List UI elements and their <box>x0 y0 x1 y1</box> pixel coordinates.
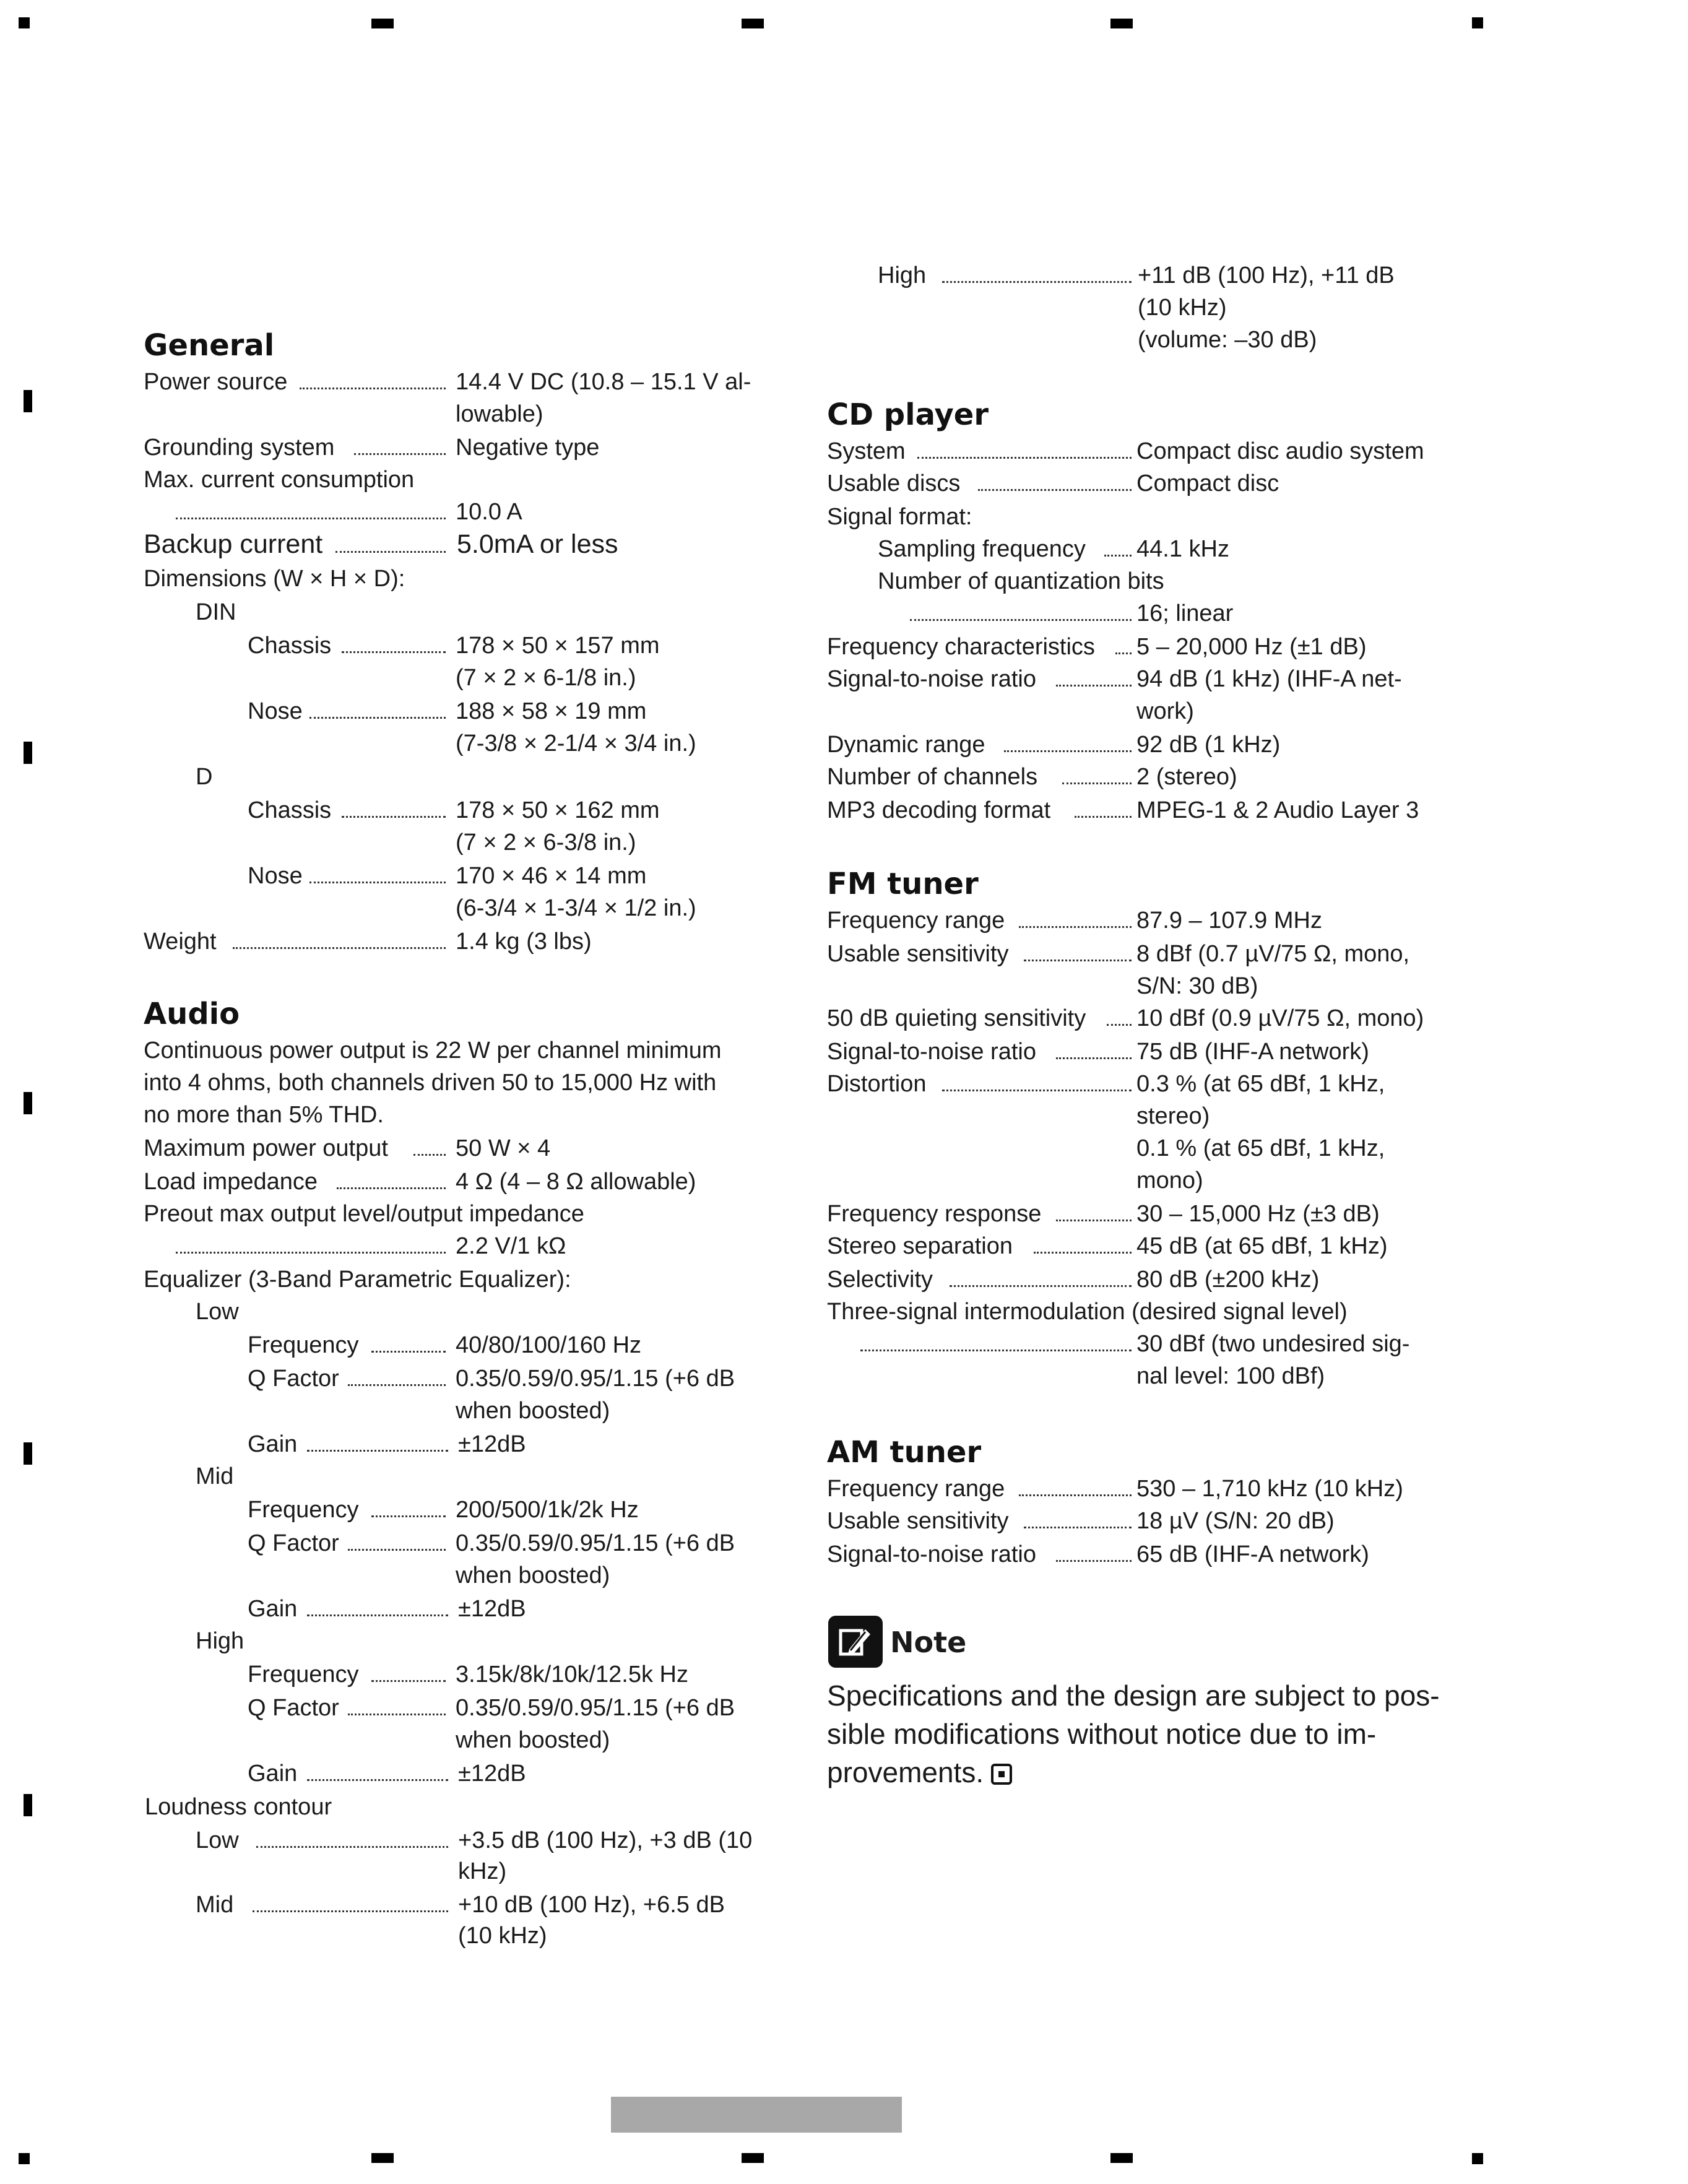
spec-label: Gain <box>248 1596 298 1622</box>
spec-value: 530 – 1,710 kHz (10 kHz) <box>1136 1476 1403 1502</box>
section-heading: FM tuner <box>827 867 979 901</box>
spec-label: Preout max output level/output impedance <box>144 1201 584 1227</box>
spec-value: 80 dB (±200 kHz) <box>1136 1267 1320 1293</box>
leader-dots <box>917 457 1132 459</box>
spec-value: 2.2 V/1 kΩ <box>456 1233 566 1259</box>
leader-dots <box>371 1515 446 1517</box>
spec-value: Negative type <box>456 435 600 461</box>
spec-label: Power source <box>144 369 288 395</box>
spec-label: Signal-to-noise ratio <box>827 1039 1036 1065</box>
spec-value: S/N: 30 dB) <box>1136 973 1258 999</box>
spec-value: 4 Ω (4 – 8 Ω allowable) <box>456 1169 696 1195</box>
note-line: Specifications and the design are subject to pos- <box>827 1679 1440 1712</box>
note-line-text: provements. <box>827 1756 984 1788</box>
leader-dots <box>1107 1024 1132 1026</box>
leader-dots <box>233 947 446 949</box>
registration-mark <box>1110 19 1133 28</box>
spec-value: 170 × 46 × 14 mm <box>456 863 647 889</box>
spec-label: Usable sensitivity <box>827 1508 1009 1534</box>
spec-value: ±12dB <box>458 1761 526 1787</box>
spec-label: Signal-to-noise ratio <box>827 666 1036 692</box>
section-heading: Audio <box>144 997 240 1031</box>
spec-value: Compact disc <box>1136 470 1279 496</box>
section-heading: AM tuner <box>827 1435 982 1470</box>
registration-mark <box>19 17 30 28</box>
leader-dots <box>1019 926 1132 928</box>
spec-label: Frequency response <box>827 1201 1042 1227</box>
leader-dots <box>307 1779 448 1781</box>
spec-value: nal level: 100 dBf) <box>1136 1363 1325 1389</box>
leader-dots <box>342 816 446 818</box>
spec-value: lowable) <box>456 401 543 427</box>
spec-label: Loudness contour <box>145 1794 332 1820</box>
note-line <box>827 1753 1012 1792</box>
leader-dots <box>1062 782 1132 784</box>
spec-label: Stereo separation <box>827 1233 1013 1259</box>
spec-label: Equalizer (3-Band Parametric Equalizer): <box>144 1267 571 1293</box>
spec-label: Grounding system <box>144 435 335 461</box>
spec-value: (volume: –30 dB) <box>1138 327 1317 353</box>
leader-dots <box>307 1614 448 1616</box>
spec-value: ±12dB <box>458 1596 526 1622</box>
spec-label: Dimensions (W × H × D): <box>144 566 405 592</box>
spec-value: (7 × 2 × 6-1/8 in.) <box>456 665 636 691</box>
spec-sublabel: DIN <box>196 599 236 625</box>
registration-mark <box>371 19 394 28</box>
spec-value: Compact disc audio system <box>1136 438 1424 464</box>
leader-dots <box>1075 816 1132 818</box>
leader-dots <box>950 1285 1132 1287</box>
spec-value: 5.0mA or less <box>457 529 618 559</box>
spec-label: Frequency range <box>827 1476 1005 1502</box>
leader-dots <box>176 518 446 519</box>
leader-dots <box>1056 1057 1132 1059</box>
spec-label: Frequency characteristics <box>827 634 1095 660</box>
registration-mark <box>24 1794 32 1816</box>
spec-value: 94 dB (1 kHz) (IHF-A net- <box>1136 666 1402 692</box>
spec-value: (7 × 2 × 6-3/8 in.) <box>456 830 636 856</box>
spec-value: 44.1 kHz <box>1136 536 1229 562</box>
spec-value: mono) <box>1136 1168 1203 1194</box>
section-heading: CD player <box>827 397 989 432</box>
leader-dots <box>1056 1560 1132 1562</box>
spec-label: Q Factor <box>248 1695 339 1721</box>
spec-label: Sampling frequency <box>878 536 1086 562</box>
spec-value: 0.35/0.59/0.95/1.15 (+6 dB <box>456 1530 735 1556</box>
spec-label: MP3 decoding format <box>827 797 1051 823</box>
leader-dots <box>309 882 446 883</box>
spec-label: Gain <box>248 1431 298 1457</box>
spec-value: 2 (stereo) <box>1136 764 1237 790</box>
spec-label: Q Factor <box>248 1366 339 1392</box>
spec-value: MPEG-1 & 2 Audio Layer 3 <box>1136 797 1419 823</box>
spec-label: Frequency <box>248 1662 359 1688</box>
leader-dots <box>910 619 1132 621</box>
leader-dots <box>860 1350 1132 1351</box>
spec-value: 40/80/100/160 Hz <box>456 1332 642 1358</box>
spec-label: Backup current <box>144 529 323 559</box>
spec-value: (10 kHz) <box>1138 295 1227 321</box>
leader-dots <box>256 1846 448 1848</box>
leader-dots <box>1104 555 1132 557</box>
registration-mark <box>24 1442 32 1465</box>
spec-value: 178 × 50 × 162 mm <box>456 797 660 823</box>
spec-value: 188 × 58 × 19 mm <box>456 698 647 724</box>
paragraph-line: Continuous power output is 22 W per channel minimum <box>144 1038 722 1064</box>
spec-label: High <box>878 262 927 288</box>
spec-value: 45 dB (at 65 dBf, 1 kHz) <box>1136 1233 1388 1259</box>
spec-sublabel: Mid <box>196 1463 234 1489</box>
leader-dots <box>371 1351 446 1353</box>
leader-dots <box>978 489 1132 491</box>
leader-dots <box>337 1187 446 1189</box>
spec-value: kHz) <box>458 1858 507 1884</box>
leader-dots <box>1056 1220 1132 1221</box>
spec-value: stereo) <box>1136 1103 1210 1129</box>
leader-dots <box>348 1714 446 1715</box>
leader-dots <box>348 1384 446 1386</box>
spec-value: +3.5 dB (100 Hz), +3 dB (10 <box>458 1827 753 1853</box>
leader-dots <box>176 1252 446 1254</box>
note-pencil-icon <box>828 1616 883 1668</box>
spec-label: Usable sensitivity <box>827 941 1009 967</box>
spec-label: Weight <box>144 929 217 955</box>
spec-sublabel: High <box>196 1628 245 1654</box>
spec-value: 16; linear <box>1136 600 1234 626</box>
spec-label: Chassis <box>248 797 332 823</box>
spec-value: 10 dBf (0.9 µV/75 Ω, mono) <box>1136 1005 1424 1031</box>
leader-dots <box>1004 750 1132 752</box>
spec-value: 14.4 V DC (10.8 – 15.1 V al- <box>456 369 751 395</box>
paragraph-line: into 4 ohms, both channels driven 50 to 15,000 Hz with <box>144 1070 717 1096</box>
spec-label: Frequency <box>248 1332 359 1358</box>
spec-label: Selectivity <box>827 1267 933 1293</box>
spec-value: 0.35/0.59/0.95/1.15 (+6 dB <box>456 1695 735 1721</box>
leader-dots <box>413 1154 446 1156</box>
registration-mark <box>19 2153 30 2164</box>
spec-value: 178 × 50 × 157 mm <box>456 633 660 659</box>
spec-value: when boosted) <box>456 1398 610 1424</box>
leader-dots <box>307 1450 448 1452</box>
spec-label: Usable discs <box>827 470 961 496</box>
spec-label: Nose <box>248 698 303 724</box>
spec-value: 1.4 kg (3 lbs) <box>456 929 592 955</box>
registration-mark <box>1472 17 1483 28</box>
registration-mark <box>371 2153 394 2163</box>
leader-dots <box>342 651 446 653</box>
spec-value: 30 dBf (two undesired sig- <box>1136 1331 1410 1357</box>
spec-label: Frequency <box>248 1497 359 1523</box>
leader-dots <box>1024 1527 1132 1528</box>
leader-dots <box>1019 1494 1132 1496</box>
spec-value: +10 dB (100 Hz), +6.5 dB <box>458 1892 725 1918</box>
registration-mark <box>1110 2153 1133 2163</box>
leader-dots <box>942 281 1132 283</box>
spec-label: Load impedance <box>144 1169 318 1195</box>
spec-value: 92 dB (1 kHz) <box>1136 732 1281 758</box>
spec-label: Three-signal intermodulation (desired signal level) <box>827 1299 1348 1325</box>
registration-mark <box>24 390 32 412</box>
leader-dots <box>1034 1252 1132 1254</box>
spec-label: Number of quantization bits <box>878 568 1164 594</box>
spec-value: when boosted) <box>456 1727 610 1753</box>
spec-label: Number of channels <box>827 764 1038 790</box>
spec-value: 3.15k/8k/10k/12.5k Hz <box>456 1662 688 1688</box>
section-heading: General <box>144 328 275 363</box>
spec-label: Max. current consumption <box>144 467 415 493</box>
registration-mark <box>1472 2153 1483 2164</box>
spec-value: 18 µV (S/N: 20 dB) <box>1136 1508 1335 1534</box>
paragraph-line: no more than 5% THD. <box>144 1102 384 1128</box>
spec-value: 5 – 20,000 Hz (±1 dB) <box>1136 634 1367 660</box>
leader-dots <box>371 1680 446 1682</box>
spec-value: (6-3/4 × 1-3/4 × 1/2 in.) <box>456 895 696 921</box>
spec-sublabel: D <box>196 764 213 790</box>
spec-label: Q Factor <box>248 1530 339 1556</box>
registration-mark <box>742 2153 764 2163</box>
spec-value: 75 dB (IHF-A network) <box>1136 1039 1369 1065</box>
spec-label: Frequency range <box>827 908 1005 934</box>
spec-value: 0.35/0.59/0.95/1.15 (+6 dB <box>456 1366 735 1392</box>
leader-dots <box>335 551 446 553</box>
spec-value: 10.0 A <box>456 499 522 525</box>
spec-label: System <box>827 438 906 464</box>
registration-mark <box>742 19 764 28</box>
leader-dots <box>354 453 446 455</box>
leader-dots <box>348 1549 446 1551</box>
spec-label: Signal-to-noise ratio <box>827 1541 1036 1567</box>
leader-dots <box>253 1910 448 1912</box>
spec-value: 0.3 % (at 65 dBf, 1 kHz, <box>1136 1071 1385 1097</box>
spec-value: 50 W × 4 <box>456 1135 551 1161</box>
spec-label: Distortion <box>827 1071 927 1097</box>
note-title: Note <box>890 1626 967 1659</box>
note-line: sible modifications without notice due to im- <box>827 1718 1377 1750</box>
spec-label: Low <box>196 1827 239 1853</box>
spec-label: 50 dB quieting sensitivity <box>827 1005 1086 1031</box>
spec-value: 30 – 15,000 Hz (±3 dB) <box>1136 1201 1380 1227</box>
leader-dots <box>1115 652 1132 654</box>
spec-label: Signal format: <box>827 504 972 530</box>
spec-value: ±12dB <box>458 1431 526 1457</box>
registration-mark <box>24 1092 32 1114</box>
registration-mark <box>24 742 32 764</box>
spec-label: Mid <box>196 1892 234 1918</box>
spec-value: 87.9 – 107.9 MHz <box>1136 908 1322 934</box>
spec-sublabel: Low <box>196 1299 239 1325</box>
spec-value: 200/500/1k/2k Hz <box>456 1497 639 1523</box>
spec-value: 0.1 % (at 65 dBf, 1 kHz, <box>1136 1135 1385 1161</box>
page-footer-bar <box>611 2097 902 2133</box>
leader-dots <box>300 388 446 389</box>
spec-value: work) <box>1136 698 1194 724</box>
spec-label: Chassis <box>248 633 332 659</box>
spec-label: Maximum power output <box>144 1135 388 1161</box>
spec-label: Gain <box>248 1761 298 1787</box>
leader-dots <box>309 717 446 719</box>
spec-value: +11 dB (100 Hz), +11 dB <box>1138 262 1395 288</box>
spec-label: Dynamic range <box>827 732 985 758</box>
end-mark-icon <box>991 1764 1012 1785</box>
spec-value: 8 dBf (0.7 µV/75 Ω, mono, <box>1136 941 1410 967</box>
spec-value: 65 dB (IHF-A network) <box>1136 1541 1369 1567</box>
leader-dots <box>942 1090 1132 1091</box>
spec-value: (7-3/8 × 2-1/4 × 3/4 in.) <box>456 730 696 756</box>
spec-value: (10 kHz) <box>458 1923 547 1949</box>
spec-label: Nose <box>248 863 303 889</box>
leader-dots <box>1056 685 1132 687</box>
leader-dots <box>1024 960 1132 961</box>
spec-value: when boosted) <box>456 1562 610 1588</box>
